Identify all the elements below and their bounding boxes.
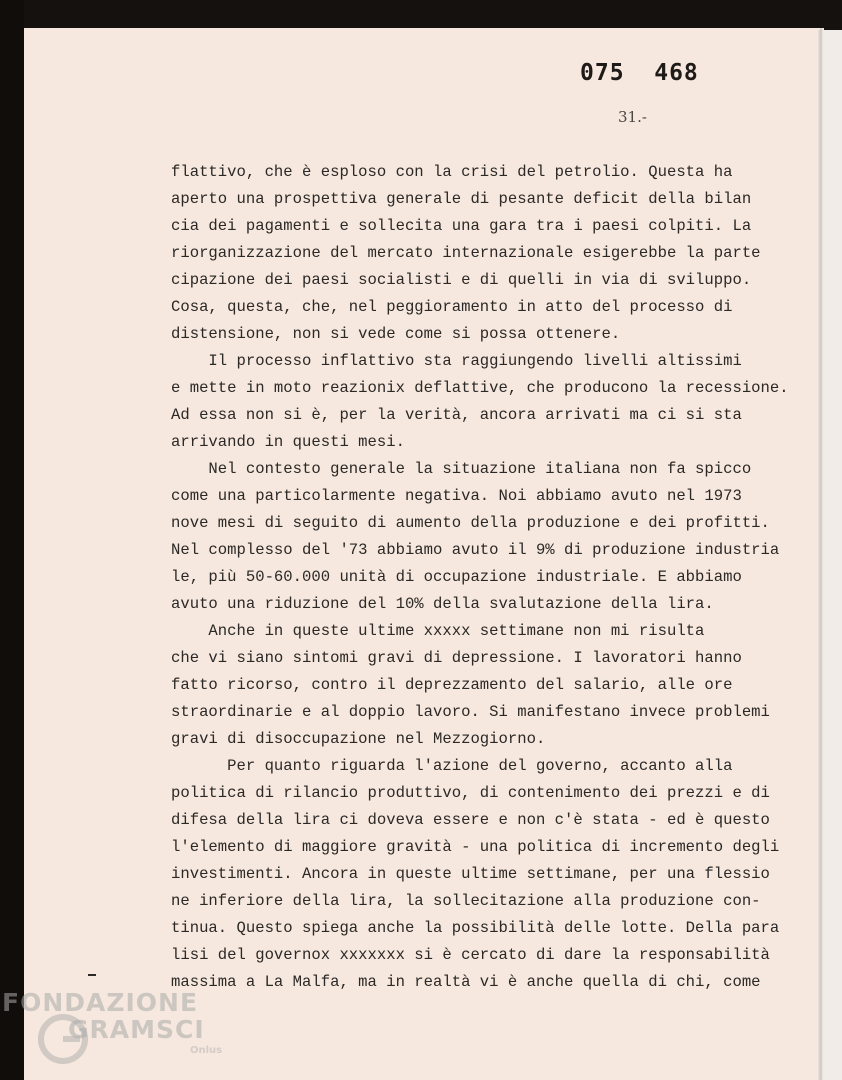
- text-line: cia dei pagamenti e sollecita una gara tra i paesi colpiti. La: [171, 217, 752, 235]
- text-line: arrivando in questi mesi.: [171, 433, 405, 451]
- text-line: Anche in queste ultime xxxxx settimane non mi risulta: [171, 622, 705, 640]
- text-line: Nel contesto generale la situazione italiana non fa spicco: [171, 460, 752, 478]
- text-line: Il processo inflattivo sta raggiungendo livelli altissimi: [171, 352, 742, 370]
- text-line: distensione, non si vede come si possa ottenere.: [171, 325, 621, 343]
- scanner-background: [0, 0, 24, 1080]
- text-line: Per quanto riguarda l'azione del governo, accanto alla: [171, 757, 733, 775]
- text-line: le, più 50-60.000 unità di occupazione industriale. E abbiamo: [171, 568, 742, 586]
- text-line: straordinarie e al doppio lavoro. Si manifestano invece problemi: [171, 703, 770, 721]
- text-line: Nel complesso del '73 abbiamo avuto il 9% di produzione industria: [171, 541, 780, 559]
- text-line: che vi siano sintomi gravi di depressione. I lavoratori hanno: [171, 649, 742, 667]
- sheet-edge: [818, 30, 842, 1080]
- text-line: difesa della lira ci doveva essere e non c'è stata - ed è questo: [171, 811, 770, 829]
- document-number: 075 468: [580, 60, 699, 86]
- text-line: investimenti. Ancora in queste ultime settimane, per una flessio: [171, 865, 770, 883]
- margin-dash: [88, 974, 96, 976]
- text-line: fatto ricorso, contro il deprezzamento del salario, alle ore: [171, 676, 733, 694]
- text-line: nove mesi di seguito di aumento della produzione e dei profitti.: [171, 514, 770, 532]
- text-line: avuto una riduzione del 10% della svalutazione della lira.: [171, 595, 714, 613]
- text-line: gravi di disoccupazione nel Mezzogiorno.: [171, 730, 546, 748]
- text-line: Ad essa non si è, per la verità, ancora arrivati ma ci si sta: [171, 406, 742, 424]
- text-line: tinua. Questo spiega anche la possibilità delle lotte. Della para: [171, 919, 780, 937]
- text-line: flattivo, che è esploso con la crisi del petrolio. Questa ha: [171, 163, 733, 181]
- text-line: e mette in moto reazionix deflattive, che producono la recessione.: [171, 379, 789, 397]
- text-line: massima a La Malfa, ma in realtà vi è anche quella di chi, come: [171, 973, 761, 991]
- archive-watermark: [2, 990, 222, 1056]
- text-line: Cosa, questa, che, nel peggioramento in atto del processo di: [171, 298, 733, 316]
- page-number: 31.-: [618, 108, 647, 126]
- text-line: ne inferiore della lira, la sollecitazione alla produzione con-: [171, 892, 761, 910]
- text-line: come una particolarmente negativa. Noi abbiamo avuto nel 1973: [171, 487, 742, 505]
- watermark-small: Onlus: [190, 1045, 223, 1056]
- watermark-line1: FONDAZIONE: [2, 988, 199, 1017]
- text-line: l'elemento di maggiore gravità - una politica di incremento degli: [171, 838, 780, 856]
- text-line: politica di rilancio produttivo, di contenimento dei prezzi e di: [171, 784, 770, 802]
- watermark-line2: GRAMSCI: [68, 1015, 205, 1044]
- text-line: aperto una prospettiva generale di pesante deficit della bilan: [171, 190, 752, 208]
- typed-text-body: [171, 159, 811, 996]
- text-line: cipazione dei paesi socialisti e di quelli in via di sviluppo.: [171, 271, 752, 289]
- text-line: lisi del governox xxxxxxx si è cercato di dare la responsabilità: [171, 946, 770, 964]
- text-line: riorganizzazione del mercato internazionale esigerebbe la parte: [171, 244, 761, 262]
